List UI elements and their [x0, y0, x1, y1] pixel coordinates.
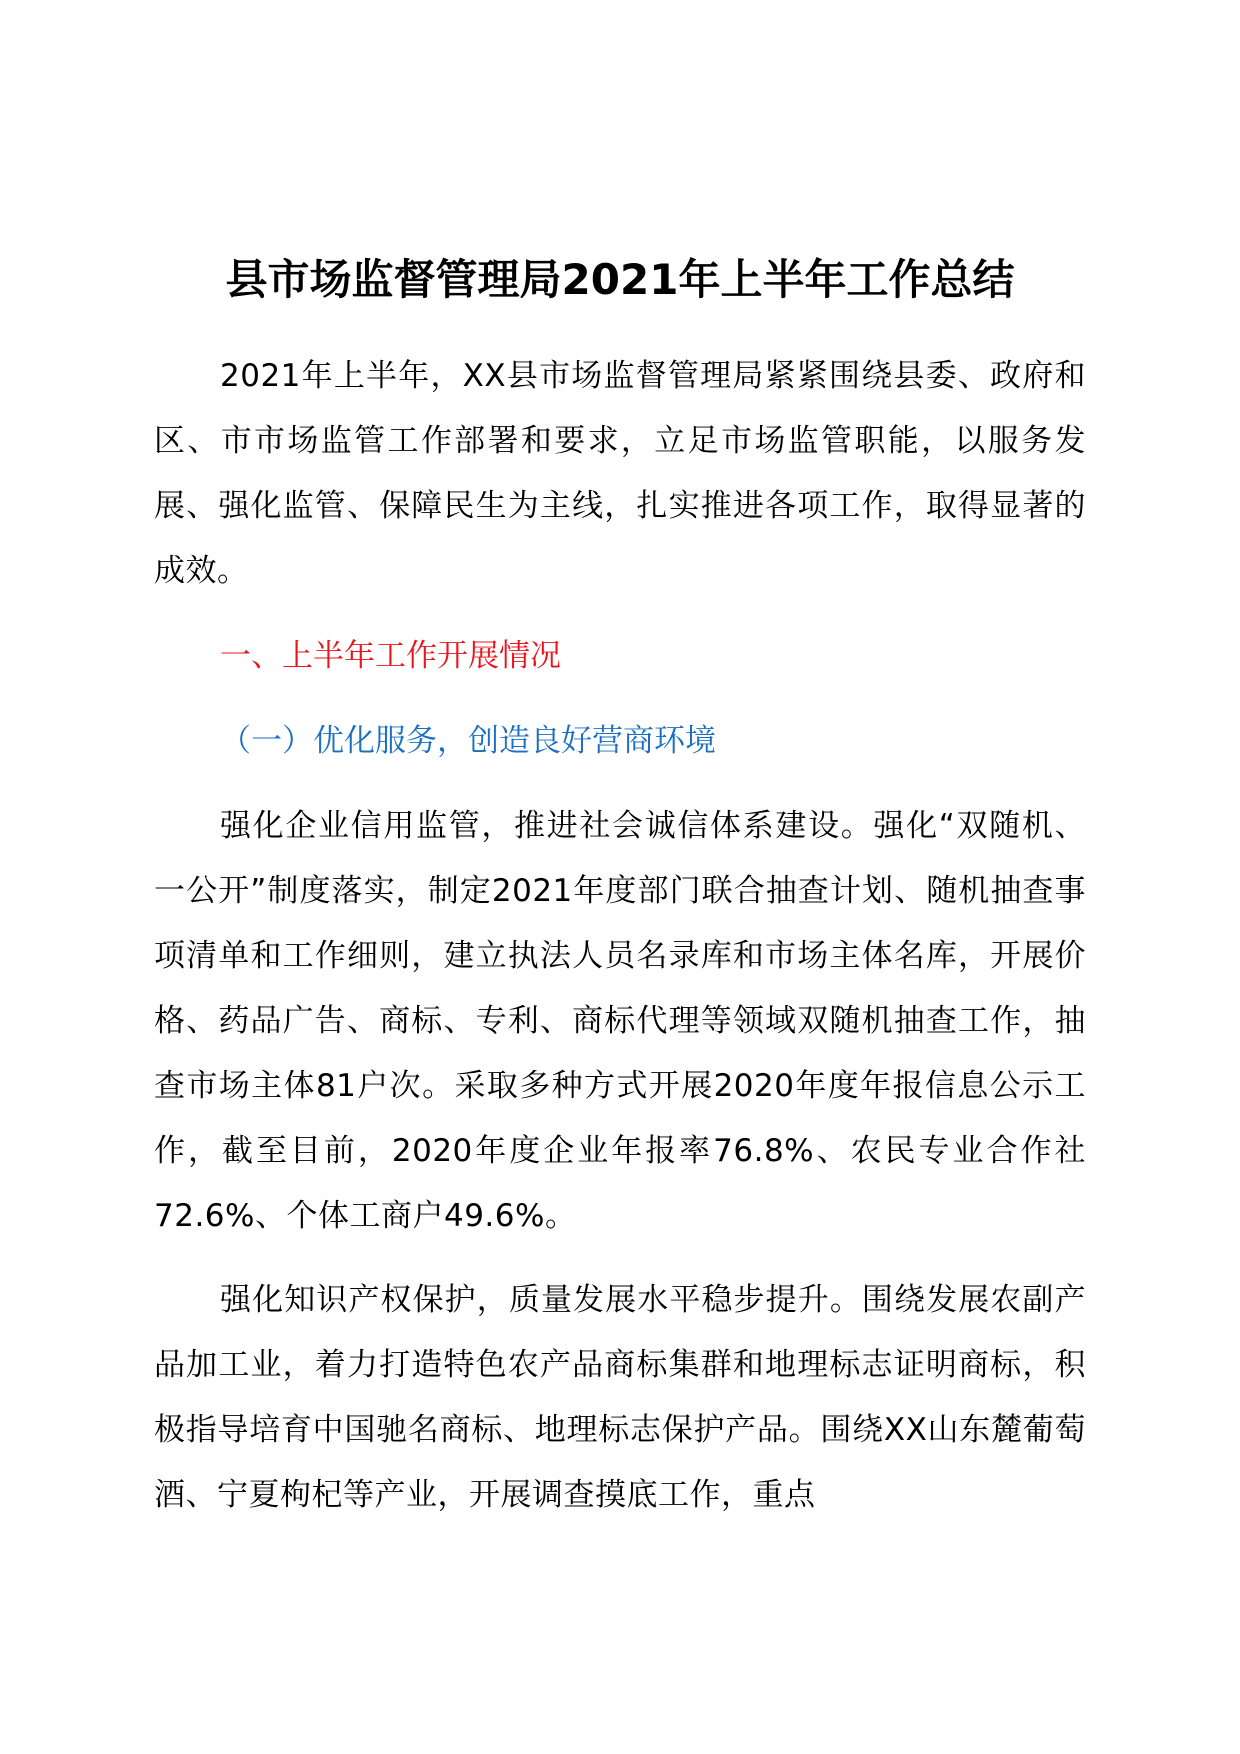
subsection-heading: （一）优化服务，创造良好营商环境	[220, 723, 716, 759]
credit-supervision-paragraph: 强化企业信用监管，推进社会诚信体系建设。强化“双随机、一公开”制度落实，制定2021年度部门联合抽查计划、随机抽查事项清单和工作细则，建立执法人员名录库和市场主体名库，开展价格、药品广告、商标、专利、商标代理等领域双随机抽查工作，抽查市场主体81户次。采取多种方式开展2020年度年报信息公示工作，截至目前，2020年度企业年报率76.8%、农民专业合作社72.6%、个体工商户49.6%。	[154, 808, 1086, 1234]
section-heading: 一、上半年工作开展情况	[220, 638, 561, 674]
intro-paragraph: 2021年上半年，XX县市场监督管理局紧紧围绕县委、政府和区、市市场监管工作部署和要求，立足市场监管职能，以服务发展、强化监管、保障民生为主线，扎实推进各项工作，取得显著的成效。	[154, 358, 1086, 589]
document-title: 县市场监督管理局2021年上半年工作总结	[225, 255, 1015, 304]
ip-protection-paragraph: 强化知识产权保护，质量发展水平稳步提升。围绕发展农副产品加工业，着力打造特色农产品商标集群和地理标志证明商标，积极指导培育中国驰名商标、地理标志保护产品。围绕XX山东麓葡萄酒、宁夏枸杞等产业，开展调查摸底工作，重点	[154, 1282, 1086, 1513]
